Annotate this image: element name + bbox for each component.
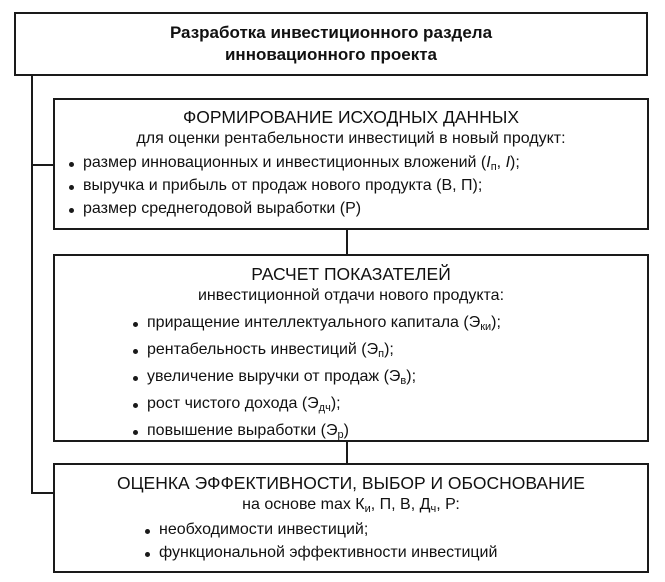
list-item: размер инновационных и инвестиционных вложений ($I_п$, I); bbox=[67, 151, 647, 174]
list-item: необходимости инвестиций; bbox=[143, 518, 647, 541]
list-item: приращение интеллектуального капитала $(Э_{ки})$; bbox=[131, 309, 647, 336]
project-title bbox=[16, 22, 646, 66]
input-data-subheading: для оценки рентабельности инвестиций в новый продукт: bbox=[136, 130, 566, 147]
branch-to-box1 bbox=[31, 164, 53, 166]
evaluation-box bbox=[53, 463, 649, 573]
left-trunk-line bbox=[31, 76, 33, 493]
indicators-list bbox=[131, 309, 647, 444]
input-data-list bbox=[67, 151, 647, 220]
list-item: выручка и прибыль от продаж нового продукта (В, П); bbox=[67, 174, 647, 197]
box1-to-box2-connector bbox=[346, 230, 348, 254]
evaluation-heading: ОЦЕНКА ЭФФЕКТИВНОСТИ, ВЫБОР И ОБОСНОВАНИЕ bbox=[117, 473, 585, 493]
indicators-box bbox=[53, 254, 649, 442]
list-item: увеличение выручки от продаж $(Э_в)$; bbox=[131, 363, 647, 390]
list-item: рентабельность инвестиций $(Э_п)$; bbox=[131, 336, 647, 363]
project-title-line2: инновационного проекта bbox=[224, 45, 437, 64]
list-item: рост чистого дохода $(Э_{дч})$; bbox=[131, 390, 647, 417]
indicators-subheading: инвестиционной отдачи нового продукта: bbox=[197, 287, 505, 304]
input-data-heading: ФОРМИРОВАНИЕ ИСХОДНЫХ ДАННЫХ bbox=[183, 107, 519, 127]
list-item: повышение выработки $(Э_р)$ bbox=[131, 417, 647, 444]
project-title-line1: Разработка инвестиционного раздела bbox=[169, 23, 493, 42]
list-item: функциональной эффективности инвестиций bbox=[143, 541, 647, 564]
evaluation-subheading: на основе $\max К_и$, П, В, $Д_ч$, Р: bbox=[242, 496, 460, 515]
project-title-box bbox=[14, 12, 648, 76]
input-data-box bbox=[53, 98, 649, 230]
box2-to-box3-connector bbox=[346, 442, 348, 463]
list-item: размер среднегодовой выработки (Р) bbox=[67, 197, 647, 220]
indicators-heading: РАСЧЕТ ПОКАЗАТЕЛЕЙ bbox=[251, 264, 451, 284]
branch-to-box3 bbox=[31, 492, 53, 494]
evaluation-list bbox=[143, 518, 647, 564]
